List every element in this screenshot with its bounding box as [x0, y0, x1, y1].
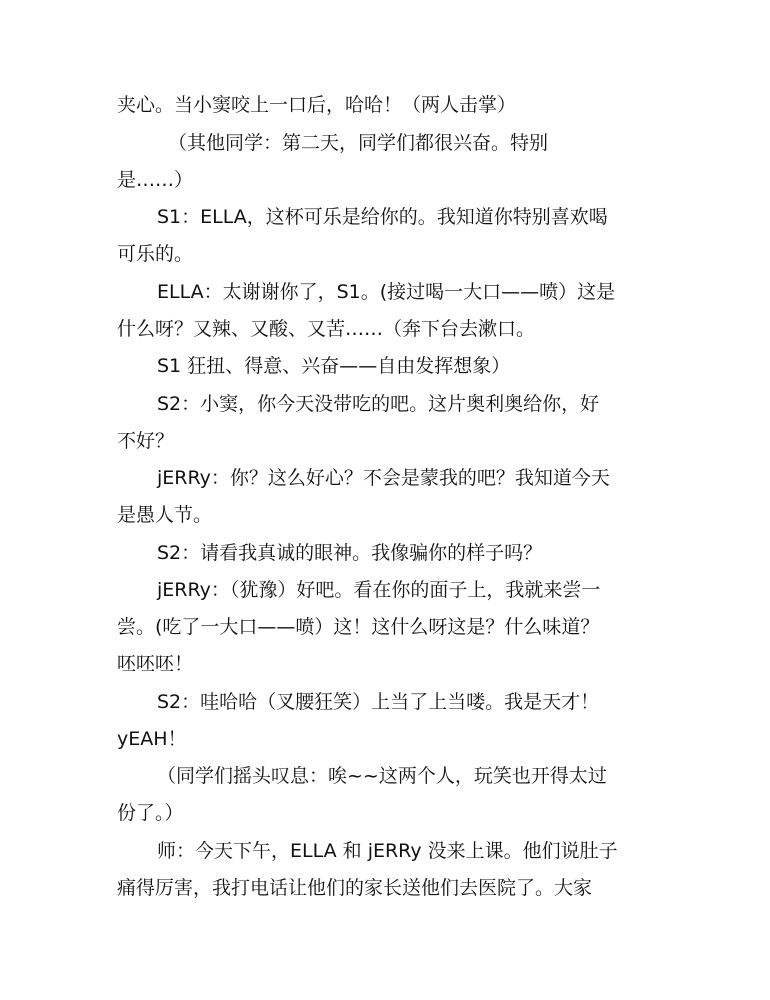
text-line: jERRy：你？这么好心？不会是蒙我的吧？我知道今天 — [157, 467, 610, 489]
text-line: 尝。(吃了一大口——喷）这！这什么呀这是？什么味道？ — [117, 616, 600, 638]
text-line: 可乐的。 — [117, 243, 194, 265]
text-line: 呸呸呸！ — [117, 653, 194, 675]
text-line: 不好？ — [117, 430, 175, 452]
text-line: 是……） — [117, 169, 194, 191]
text-line: S1：ELLA，这杯可乐是给你的。我知道你特别喜欢喝 — [157, 206, 608, 228]
text-line: 是愚人节。 — [117, 504, 213, 526]
text-line: 师：今天下午，ELLA 和 jERRy 没来上课。他们说肚子 — [157, 840, 618, 862]
text-line: yEAH！ — [117, 728, 187, 750]
text-line: jERRy：（犹豫）好吧。看在你的面子上，我就来尝一 — [157, 579, 601, 601]
text-line: 夹心。当小窦咬上一口后，哈哈！（两人击掌） — [117, 94, 517, 116]
text-line: S1 狂扭、得意、兴奋——自由发挥想象） — [157, 355, 511, 377]
text-line: 什么呀？又辣、又酸、又苦……（奔下台去漱口。 — [117, 318, 536, 340]
text-line: （同学们摇头叹息：唉~~这两个人，玩笑也开得太过 — [157, 765, 607, 787]
text-line: 份了。） — [117, 802, 184, 824]
text-line: 痛得厉害，我打电话让他们的家长送他们去医院了。大家 — [117, 877, 593, 899]
text-line: ELLA：太谢谢你了，S1。(接过喝一大口——喷）这是 — [157, 281, 616, 303]
text-line: S2：请看我真诚的眼神。我像骗你的样子吗？ — [157, 542, 543, 564]
text-line: S2：哇哈哈（叉腰狂笑）上当了上当喽。我是天才！ — [157, 691, 600, 713]
text-line: （其他同学：第二天，同学们都很兴奋。特别 — [168, 132, 549, 154]
text-line: S2：小窦，你今天没带吃的吧。这片奥利奥给你，好 — [157, 393, 600, 415]
